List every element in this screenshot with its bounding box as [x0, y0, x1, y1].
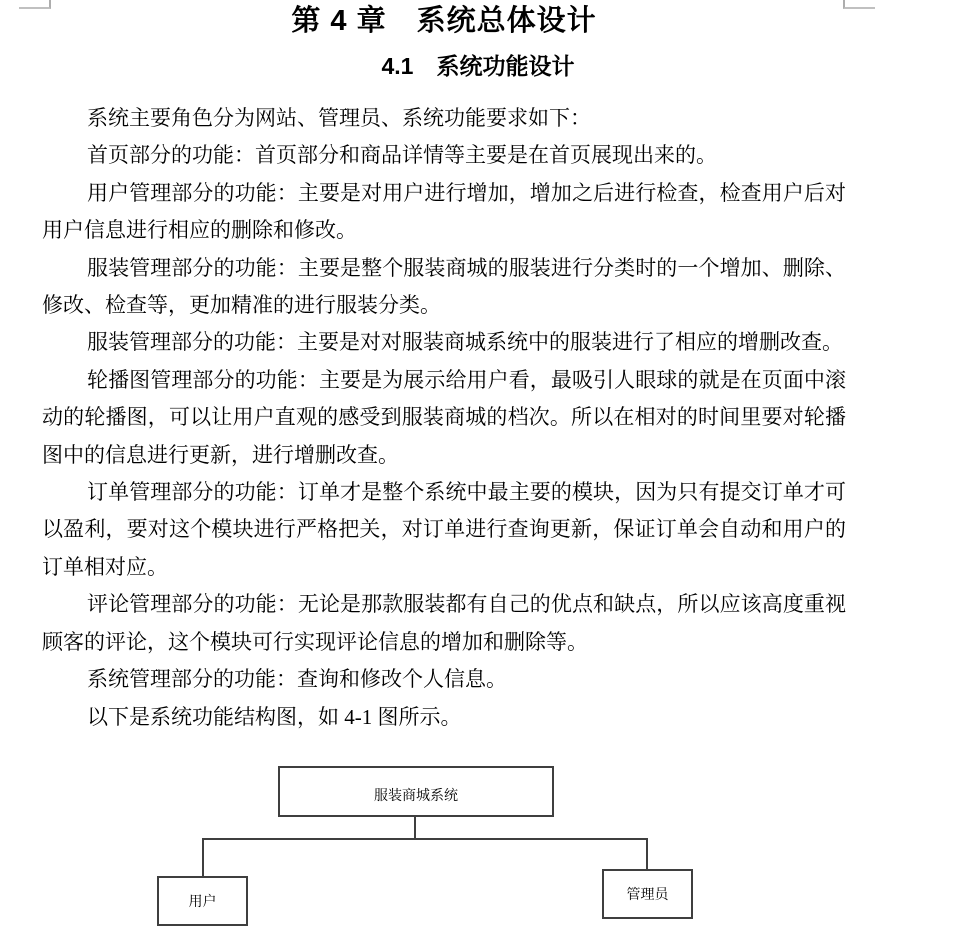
margin-crop-mark-top-right [843, 0, 875, 9]
connector-line-left [202, 838, 204, 877]
paragraph: 首页部分的功能：首页部分和商品详情等主要是在首页展现出来的。 [87, 143, 717, 168]
paragraph: 系统管理部分的功能：查询和修改个人信息。 [87, 667, 507, 692]
chapter-title: 第 4 章 系统总体设计 [291, 5, 597, 37]
paragraph: 用户管理部分的功能：主要是对用户进行增加，增加之后进行检查，检查用户后对用户信息进行相应的删除和修改。 [42, 180, 846, 243]
connector-line-right [646, 838, 648, 870]
section-heading: 4.1 系统功能设计 [381, 53, 575, 79]
root-node-label: 服装商城系统 [374, 788, 458, 804]
paragraph: 轮播图管理部分的功能：主要是为展示给用户看，最吸引人眼球的就是在页面中滚动的轮播图，可以让用户直观的感受到服装商城的档次。所以在相对的时间里要对轮播图中的信息进行更新，进行增删改查。 [42, 367, 846, 467]
paragraph: 服装管理部分的功能：主要是对对服装商城系统中的服装进行了相应的增删改查。 [87, 330, 843, 355]
paragraph: 订单管理部分的功能：订单才是整个系统中最主要的模块，因为只有提交订单才可以盈利，要对这个模块进行严格把关，对订单进行查询更新，保证订单会自动和用户的订单相对应。 [42, 480, 846, 579]
paragraph: 以下是系统功能结构图，如 4-1 图所示。 [87, 704, 462, 729]
user-node-label: 用户 [188, 895, 217, 910]
paragraph: 服装管理部分的功能：主要是整个服装商城的服装进行分类时的一个增加、删除、修改、检查等，更加精准的进行服装分类。 [42, 255, 846, 318]
admin-node-label: 管理员 [626, 888, 669, 903]
org-chart-root-node [278, 766, 554, 817]
connector-line-horizontal [202, 838, 648, 840]
paragraph: 评论管理部分的功能：无论是那款服装都有自己的优点和缺点，所以应该高度重视顾客的评论，这个模块可行实现评论信息的增加和删除等。 [42, 592, 846, 654]
connector-line-root [414, 816, 416, 839]
body-text-block [42, 100, 846, 736]
org-chart-admin-node [602, 869, 693, 919]
org-chart-user-node [157, 876, 248, 926]
paragraph: 系统主要角色分为网站、管理员、系统功能要求如下： [87, 106, 591, 130]
